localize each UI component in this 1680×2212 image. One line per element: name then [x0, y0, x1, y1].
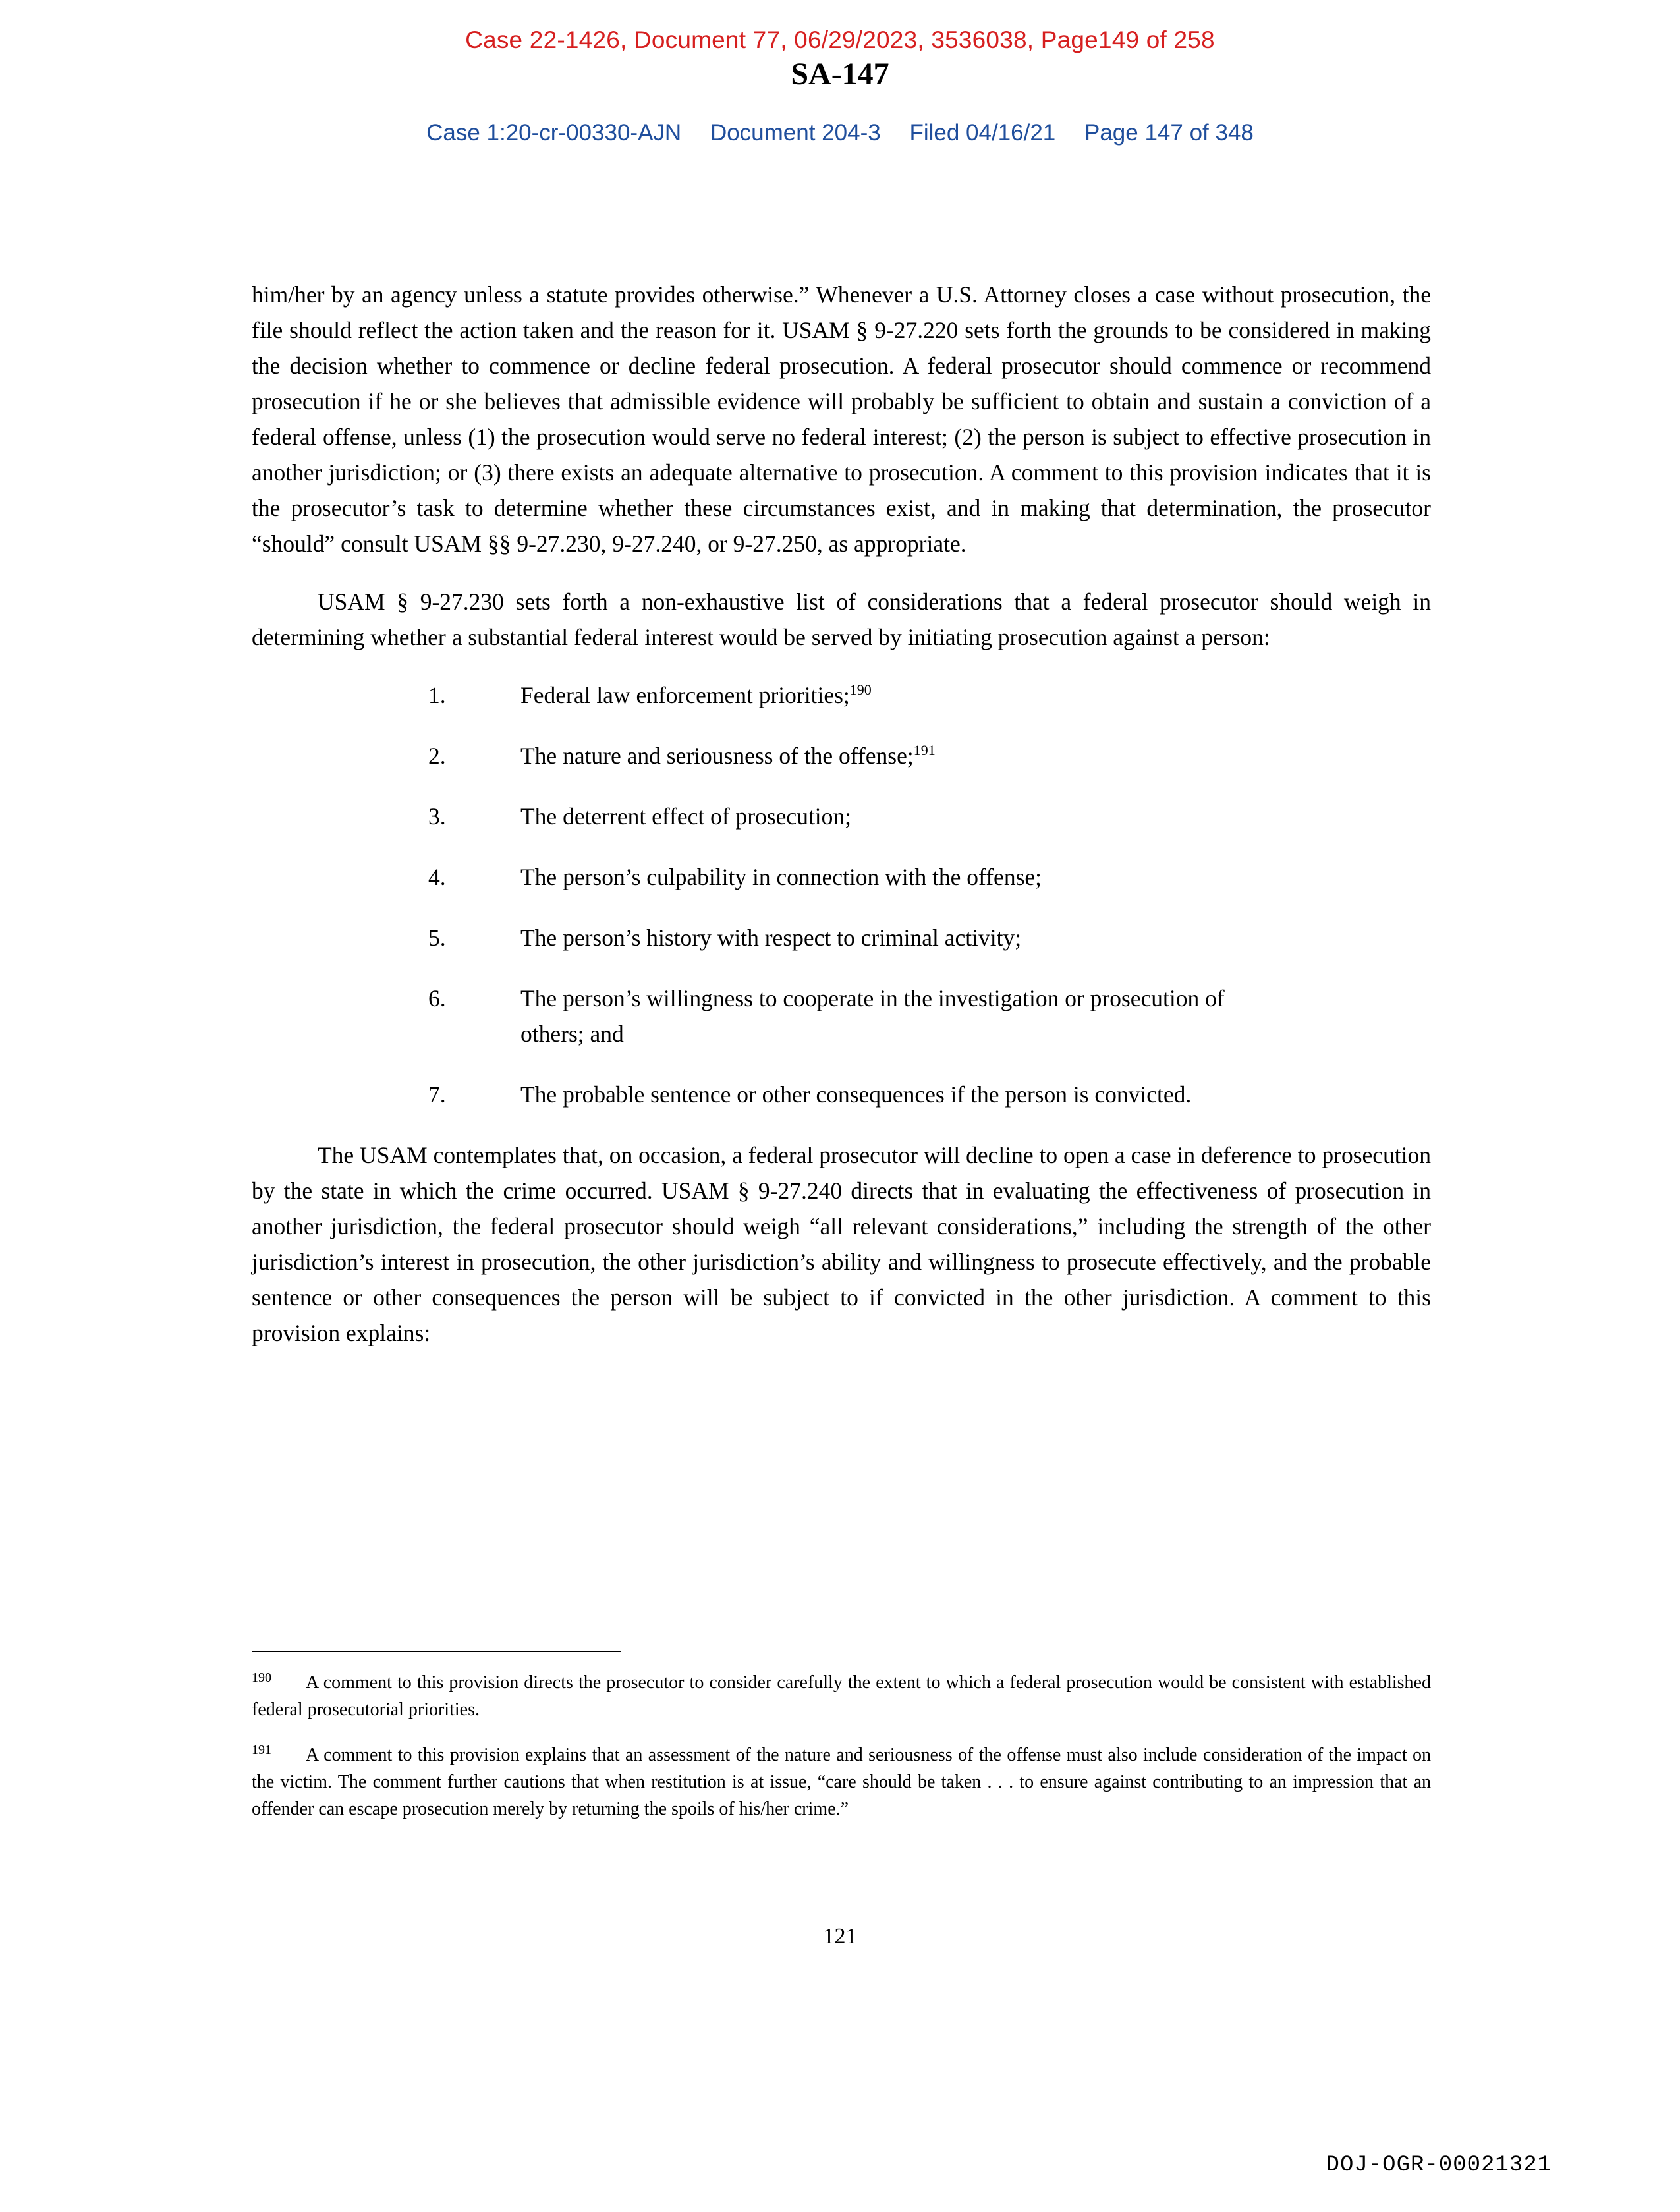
- paragraph-1: him/her by an agency unless a statute provides otherwise.” Whenever a U.S. Attorney closes a case without prosecution, the file should reflect the action taken and the reason for it. USAM § 9-27.220 sets forth the grounds to be considered in making the decision whether to commence or decline federal prosecution. A federal prosecutor should commence or recommend prosecution if he or she believes that admissible evidence will probably be sufficient to obtain and sustain a conviction of a federal offense, unless (1) the prosecution would serve no federal interest; (2) the person is subject to effective prosecution in another jurisdiction; or (3) there exists an adequate alternative to prosecution. A comment to this provision indicates that it is the prosecutor’s task to determine whether these circumstances exist, and in making that determination, the prosecutor “should” consult USAM §§ 9-27.230, 9-27.240, or 9-27.250, as appropriate.: [252, 281, 1431, 557]
- footnote-section: [252, 1651, 1431, 1841]
- case-number: Case 1:20-cr-00330-AJN: [426, 120, 682, 146]
- ecf-header-stamp: Case 22-1426, Document 77, 06/29/2023, 3536038, Page149 of 258: [465, 26, 1215, 53]
- list-item-number: 5.: [428, 924, 446, 951]
- appendix-label: SA-147: [791, 57, 889, 92]
- list-item-number: 6.: [428, 985, 446, 1011]
- footnote-text: A comment to this provision explains that an assessment of the nature and seriousness of the offense must also include consideration of the impact on the victim. The comment further cautions that when restitution is at issue, “care should be taken . . . to ensure against contributing to an impression that an offender can escape prosecution merely by returning the spoils of his/her crime.”: [252, 1745, 1431, 1819]
- document-body: [252, 277, 1431, 1373]
- list-item-text: The probable sentence or other consequences if the person is convicted.: [520, 1081, 1192, 1108]
- filed-date: Filed 04/16/21: [909, 120, 1056, 146]
- list-item: [252, 738, 1431, 774]
- document-number: Document 204-3: [710, 120, 881, 146]
- paragraph-3: The USAM contemplates that, on occasion, a federal prosecutor will decline to open a case in deference to prosecution by the state in which the crime occurred. USAM § 9-27.240 directs that in evaluating the effectiveness of prosecution in another jurisdiction, the federal prosecutor should weigh “all relevant considerations,” including the strength of the other jurisdiction’s interest in prosecution, the other jurisdiction’s ability and willingness to prosecute effectively, and the probable sentence or other consequences the person will be subject to if convicted in the other jurisdiction. A comment to this provision explains:: [252, 1142, 1431, 1346]
- list-item: [252, 859, 1431, 895]
- footnote-number: 191: [252, 1742, 271, 1757]
- list-item-text: Federal law enforcement priorities;$^{190}$: [520, 681, 872, 708]
- list-item-number: 7.: [428, 1081, 446, 1108]
- footnote-ref[interactable]: 190: [849, 681, 872, 698]
- footnote-190: [252, 1669, 1431, 1723]
- list-item-text: The person’s culpability in connection with the offense;: [520, 864, 1042, 890]
- case-header-stamp: [0, 120, 1680, 146]
- footnote-ref[interactable]: 191: [913, 742, 936, 759]
- list-item: [252, 980, 1431, 1052]
- list-item-number: 1.: [428, 682, 446, 708]
- considerations-list: [252, 677, 1431, 1112]
- list-item-number: 4.: [428, 864, 446, 890]
- footnote-number: 190: [252, 1670, 271, 1685]
- list-item-number: 2.: [428, 743, 446, 769]
- paragraph-2: USAM § 9-27.230 sets forth a non-exhaustive list of considerations that a federal prosecutor should weigh in determining whether a substantial federal interest would be served by initiating prosecution against a person:: [252, 588, 1431, 650]
- footnote-separator-rule: [252, 1651, 621, 1652]
- page-of: Page 147 of 348: [1084, 120, 1254, 146]
- list-item: [252, 920, 1431, 955]
- list-item-text: The person’s willingness to cooperate in the investigation or prosecution of others; and: [520, 985, 1225, 1047]
- list-item-text: The person’s history with respect to criminal activity;: [520, 924, 1022, 951]
- list-item: [252, 799, 1431, 834]
- list-item-text: The deterrent effect of prosecution;: [520, 803, 852, 830]
- page-number: 121: [823, 1924, 857, 1948]
- list-item-number: 3.: [428, 803, 446, 830]
- list-item: [252, 1077, 1431, 1112]
- footnote-text: A comment to this provision directs the prosecutor to consider carefully the extent to which a federal prosecution would be consistent with established federal prosecutorial priorities.: [252, 1672, 1431, 1720]
- bates-number: DOJ-OGR-00021321: [1326, 2153, 1552, 2178]
- list-item: [252, 677, 1431, 713]
- list-item-text: The nature and seriousness of the offense;$^{191}$: [520, 742, 936, 769]
- footnote-191: [252, 1742, 1431, 1823]
